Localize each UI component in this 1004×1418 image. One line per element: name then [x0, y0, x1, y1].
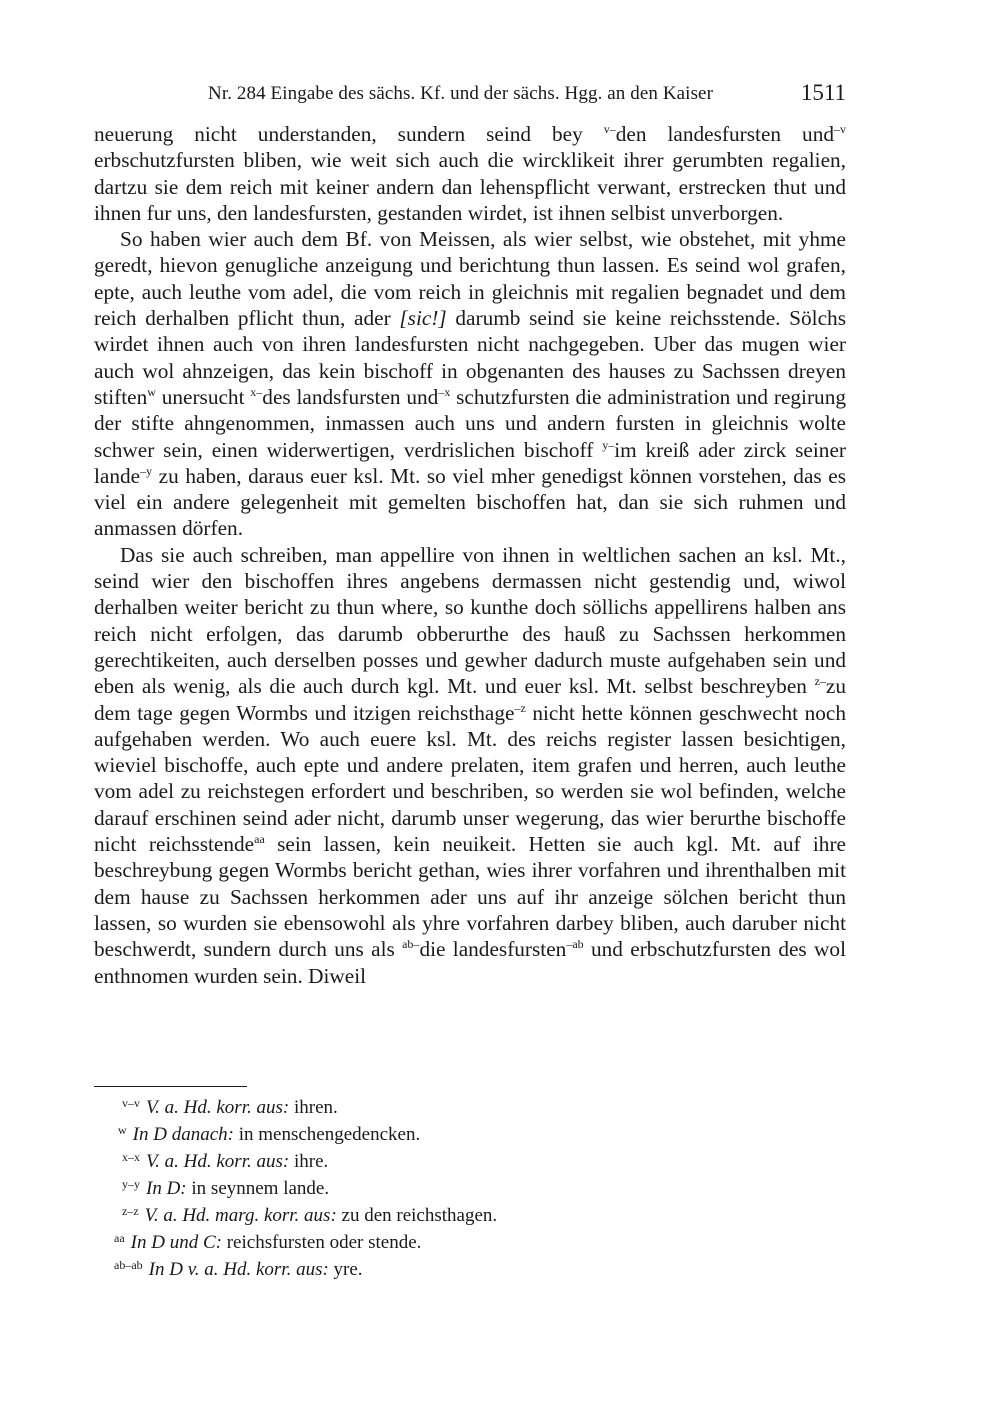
footnote-mark: w	[118, 1123, 127, 1137]
footnote-marker: x–	[250, 384, 263, 399]
text-run: zu dem tage gegen Wormbs und itzigen reichsthage	[94, 674, 846, 725]
footnote	[94, 1092, 846, 1119]
footnotes	[94, 1092, 846, 1281]
footnote-editorial: V. a. Hd. korr. aus:	[146, 1097, 290, 1118]
text-run: erbschutzfursten bliben, wie weit sich auch die wircklikeit ihrer gerumbten regalien, dartzu sie dem reich mit keiner andern dan lehenspflicht verwant, erstrecken thut und ihnen fur uns, den landesfursten, gestanden wirdet, ist ihnen selbist unverborgen.	[94, 148, 846, 225]
footnote	[94, 1254, 846, 1281]
text-run: unersucht	[155, 384, 251, 409]
footnote-marker: –z	[514, 700, 526, 715]
footnote-marker: –v	[834, 121, 846, 136]
footnote-marker: y–	[602, 437, 615, 452]
footnote-mark: aa	[114, 1231, 125, 1245]
footnote-text: in menschengedencken.	[238, 1124, 421, 1145]
footnote-text: zu den reichsthagen.	[341, 1205, 498, 1226]
footnote-divider	[94, 1086, 247, 1087]
footnote-marker: ab–	[402, 937, 420, 952]
footnote-marker: –x	[438, 384, 451, 399]
text-run: die landesfursten	[419, 937, 567, 962]
footnote-marker: z–	[814, 674, 826, 689]
text-run: sein lassen, kein neuikeit. Hetten sie auch kgl. Mt. auf ihre beschreybung gegen Wormbs bericht gethan, wies ihrer vorfahren und ihrenthalben mit dem hause zu Sachssen herkommen ader uns auf ihr anzeige sölchen bericht thun lassen, so wurden sie ebensowohl als yhre vorfahren darbey bliben, auch daruber nicht beschwerdt, sundern durch uns als	[94, 832, 846, 962]
footnote-editorial: In D v. a. Hd. korr. aus:	[148, 1259, 329, 1280]
footnote-text: yre.	[333, 1259, 363, 1280]
text-run: den landesfursten und	[615, 122, 834, 146]
paragraph	[94, 542, 846, 989]
footnote-marker: –ab	[566, 937, 584, 952]
footnote-marker: aa	[254, 831, 265, 846]
footnote-editorial: In D und C:	[130, 1232, 222, 1253]
text-run: im kreiß ader zirck seiner lande	[94, 437, 846, 488]
paragraph	[94, 121, 846, 226]
text-run: neuerung nicht understanden, sundern seind bey	[94, 122, 604, 146]
footnote	[94, 1200, 846, 1227]
footnote-mark: y–y	[122, 1177, 140, 1191]
page-header	[94, 80, 846, 110]
page-number: 1511	[800, 80, 846, 105]
text-run: Das sie auch schreiben, man appellire von ihnen in weltlichen sachen an ksl. Mt., seind wier den bischoffen ihres angebens dermassen nicht gestendig und, wiwol derhalben weiter bericht zu thun where, so kunthe doch söllichs appellirens halben ans reich nicht erfolgen, das darumb obberurthe des hauß zu Sachssen herkommen gerechtikeiten, auch derselben posses und gewher dadurch muste aufgehaben sein und eben als wenig, als die auch durch kgl. Mt. und euer ksl. Mt. selbst beschreyben	[94, 542, 846, 699]
footnote	[94, 1173, 846, 1200]
editorial-note: [sic!]	[399, 306, 447, 331]
text-run: des landsfursten und	[262, 384, 439, 409]
footnote-editorial: In D:	[146, 1178, 187, 1199]
footnote	[94, 1119, 846, 1146]
main-text	[94, 121, 846, 989]
footnote	[94, 1227, 846, 1254]
paragraph	[94, 226, 846, 542]
running-head: Nr. 284 Eingabe des sächs. Kf. und der sächs. Hgg. an den Kaiser	[208, 83, 714, 104]
footnote-editorial: In D danach:	[132, 1124, 234, 1145]
text-run: schutzfursten die administration und regirung der stifte ahngenommen, inmassen auch uns und andern fursten in gleichnis wolte schwer sein, einen widerwertigen, verdrislichen bischoff	[94, 384, 846, 462]
footnote-mark: ab–ab	[114, 1258, 143, 1272]
text-run: So haben wier auch dem Bf. von Meissen, als wier selbst, wie obstehet, mit yhme geredt, hievon genugliche anzeigung und berichtung thun lassen. Es seind wol grafen, epte, auch leuthe vom adel, die vom reich in gleichnis mit regalien begnadet und dem reich derhalben pflicht thun, ader	[94, 227, 846, 331]
footnote-marker: w	[147, 384, 156, 399]
footnote-marker: v–	[603, 121, 616, 136]
footnote-text: reichsfursten oder stende.	[226, 1232, 422, 1253]
footnote-mark: z–z	[122, 1204, 139, 1218]
footnote-mark: v–v	[122, 1096, 140, 1110]
footnote-text: in seynnem lande.	[191, 1178, 330, 1199]
text-run: und erbschutzfursten des wol enthnomen wurden sein. Diweil	[94, 937, 846, 988]
text-run: zu haben, daraus euer ksl. Mt. so viel mher genedigst können vorstehen, das es viel ein andere gelegenheit mit gemelten bischoffen hat, dan sie sich ruhmen und anmassen dörfen.	[94, 463, 846, 541]
footnote-mark: x–x	[122, 1150, 140, 1164]
footnote-marker: –y	[140, 463, 153, 478]
footnote-editorial: V. a. Hd. marg. korr. aus:	[144, 1205, 337, 1226]
footnote-text: ihren.	[293, 1097, 338, 1118]
text-run: darumb seind sie keine reichsstende. Sölchs wirdet ihnen auch von ihren landesfursten nicht nachgegeben. Uber das mugen wier auch wol ahnzeigen, das kein bischoff in obgenanten des hauses zu Sachssen dreyen stiften	[94, 306, 846, 409]
footnote-text: ihre.	[293, 1151, 329, 1172]
text-run: nicht hette können geschwecht noch aufgehaben werden. Wo auch euere ksl. Mt. des reichs register lassen besichtigen, wieviel bischoffe, auch epte und andere prelaten, item grafen und herren, auch leuthe vom adel zu reichstegen erfordert und beschriben, so werden sie wol befinden, welche darauf erschinen seind ader nicht, darumb unser wegerung, das wier berurthe bischoffe nicht reichsstende	[94, 700, 846, 857]
footnote	[94, 1146, 846, 1173]
footnote-editorial: V. a. Hd. korr. aus:	[146, 1151, 290, 1172]
